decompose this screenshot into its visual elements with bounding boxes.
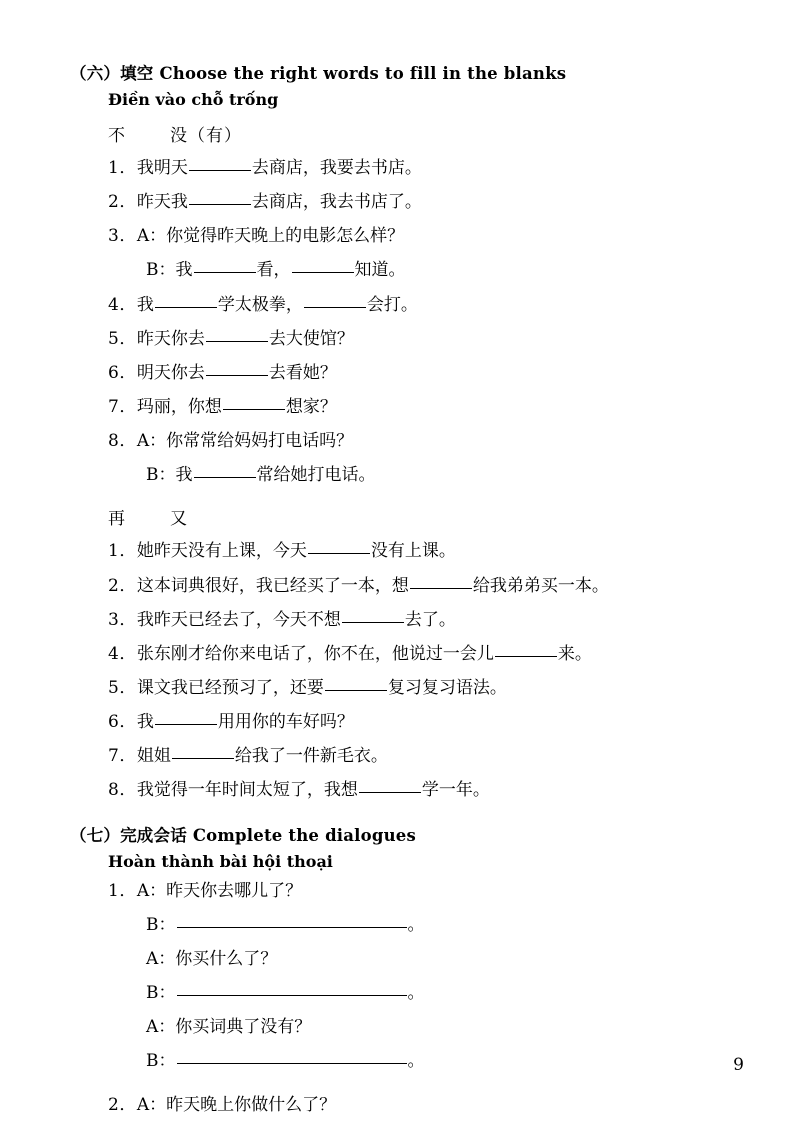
word-choice-row-1 xyxy=(70,121,730,146)
word-choice-meiyou: 没（有） xyxy=(170,126,242,146)
exercise-item xyxy=(70,220,730,253)
item-text-pre: 张东刚才给你来电话了，你不在，他说过一会儿 xyxy=(136,643,494,664)
section-seven-subheading: Hoàn thành bài hội thoại xyxy=(108,851,333,871)
fill-blank[interactable] xyxy=(359,792,421,793)
item-text-pre: 明天你去 xyxy=(136,362,205,383)
item-number: 3． xyxy=(108,609,137,630)
fill-blank[interactable] xyxy=(194,477,256,478)
fill-blank[interactable] xyxy=(495,656,557,657)
item-number: 6． xyxy=(108,712,137,733)
item-number: 4． xyxy=(108,643,137,664)
word-choice-zai: 再 xyxy=(108,509,126,530)
item-text-pre: 课文我已经预习了，还要 xyxy=(136,677,324,698)
dialogue-line xyxy=(70,943,730,976)
item-text-mid: 来。 xyxy=(557,643,592,664)
item-text-mid: 复习复习语法。 xyxy=(387,677,507,698)
fill-blank[interactable] xyxy=(410,588,472,589)
item-text-pre: 我明天 xyxy=(136,158,188,178)
item-number: 2． xyxy=(108,575,137,596)
item-text-pre: 我 xyxy=(136,712,154,733)
speaker-label: A： xyxy=(136,1095,167,1116)
item-number: 1． xyxy=(108,541,137,562)
item-number: 8． xyxy=(108,431,137,452)
item-text-pre: 我 xyxy=(136,294,154,315)
item-text-pre: 昨天你去 xyxy=(136,328,205,349)
item-text-mid: 去商店，我要去书店。 xyxy=(251,158,422,178)
fill-blank[interactable] xyxy=(172,758,234,759)
item-text-mid: 去了。 xyxy=(404,609,456,630)
dialogue-text: 昨天你去哪儿了？ xyxy=(166,880,303,901)
item-text-pre: B：我 xyxy=(146,465,193,486)
exercise-item xyxy=(70,186,730,219)
item-text-mid: 用用你的车好吗？ xyxy=(217,712,354,733)
dialogue-line xyxy=(70,1089,730,1122)
fill-blank[interactable] xyxy=(155,724,217,725)
item-text-pre: 我觉得一年时间太短了，我想 xyxy=(136,780,358,801)
speaker-label: A： xyxy=(136,880,167,901)
dialogue-text: 你买什么了？ xyxy=(175,948,278,969)
word-choice-you: 又 xyxy=(170,509,188,530)
exercise-item xyxy=(70,289,730,322)
fill-blank[interactable] xyxy=(223,409,285,410)
exercise-item xyxy=(70,706,730,739)
dialogue-line xyxy=(70,909,730,942)
fill-blank[interactable] xyxy=(304,307,366,308)
answer-blank[interactable] xyxy=(177,927,407,928)
exercise-item xyxy=(70,323,730,356)
item-text-pre: 姐姐 xyxy=(136,746,171,767)
exercise-item xyxy=(70,672,730,705)
answer-blank[interactable] xyxy=(177,1063,407,1064)
item-text-pre: 她昨天没有上课，今天 xyxy=(136,541,307,562)
exercise-item xyxy=(70,357,730,390)
exercise-item xyxy=(70,535,730,568)
item-number: 8． xyxy=(108,780,137,801)
fill-blank[interactable] xyxy=(342,622,404,623)
fill-blank[interactable] xyxy=(189,170,251,171)
exercise-item xyxy=(70,425,730,458)
fill-blank[interactable] xyxy=(308,553,370,554)
item-text-mid: 去看她？ xyxy=(268,362,337,383)
exercise-item xyxy=(70,570,730,603)
item-text-mid: 去商店，我去书店了。 xyxy=(251,192,422,213)
item-number: 1． xyxy=(108,158,137,178)
item-number: 1． xyxy=(108,880,137,901)
exercise-item xyxy=(70,391,730,424)
item-text-mid: 没有上课。 xyxy=(370,541,456,562)
item-number: 4． xyxy=(108,294,137,315)
fill-blank[interactable] xyxy=(194,272,256,273)
item-text-mid: 学太极拳， xyxy=(217,294,303,315)
section-six-subheading: Điền vào chỗ trống xyxy=(108,90,279,109)
word-choice-row-2 xyxy=(70,504,730,529)
fill-blank[interactable] xyxy=(189,204,251,205)
dialogue-text: 。 xyxy=(407,914,425,935)
item-text-mid: 给我了一件新毛衣。 xyxy=(234,746,388,767)
item-text-mid: 学一年。 xyxy=(421,780,490,801)
item-text-pre: B：我 xyxy=(146,260,193,281)
item-number: 6． xyxy=(108,362,137,383)
speaker-label: B： xyxy=(146,1051,176,1072)
item-number: 5． xyxy=(108,328,137,349)
dialogue-line xyxy=(70,977,730,1010)
dialogue-text: 昨天晚上你做什么了？ xyxy=(166,1095,337,1116)
exercise-item xyxy=(70,638,730,671)
speaker-label: A： xyxy=(146,1017,176,1038)
item-text-mid: 去大使馆？ xyxy=(268,328,354,349)
item-text-mid: 常给她打电话。 xyxy=(256,465,376,486)
exercise-item xyxy=(70,254,730,287)
item-text-post: 会打。 xyxy=(366,294,418,315)
dialogue-line xyxy=(70,1011,730,1044)
fill-blank[interactable] xyxy=(292,272,354,273)
speaker-label: B： xyxy=(146,982,176,1003)
item-text-pre: 玛丽，你想 xyxy=(136,396,222,417)
item-text-pre: A：你觉得昨天晚上的电影怎么样？ xyxy=(136,226,405,247)
fill-blank[interactable] xyxy=(206,341,268,342)
section-six xyxy=(70,60,730,808)
dialogue-line xyxy=(70,1045,730,1078)
item-number: 7． xyxy=(108,396,137,417)
speaker-label: A： xyxy=(146,948,176,969)
item-text-pre: A：你常常给妈妈打电话吗？ xyxy=(136,431,354,452)
exercise-item xyxy=(70,740,730,773)
item-text-pre: 我昨天已经去了，今天不想 xyxy=(136,609,341,630)
dialogue-text: 。 xyxy=(407,982,425,1003)
speaker-label: B： xyxy=(146,914,176,935)
dialogue-text: 。 xyxy=(407,1051,425,1072)
item-text-pre: 昨天我 xyxy=(136,192,188,213)
dialogue-text: 你买词典了没有？ xyxy=(175,1017,312,1038)
item-number: 2． xyxy=(108,1095,137,1116)
exercise-item xyxy=(70,459,730,492)
exercise-item xyxy=(70,604,730,637)
item-number: 7． xyxy=(108,746,137,767)
item-number: 5． xyxy=(108,677,137,698)
item-text-post: 知道。 xyxy=(354,260,406,281)
fill-blank[interactable] xyxy=(325,690,387,691)
item-number: 2． xyxy=(108,192,137,213)
fill-blank[interactable] xyxy=(155,307,217,308)
item-text-mid: 看， xyxy=(256,260,291,281)
item-text-mid: 给我弟弟买一本。 xyxy=(472,575,609,596)
section-six-heading: （六）填空 Choose the right words to fill in the blanks xyxy=(70,64,567,83)
exercise-item xyxy=(70,774,730,807)
section-seven-heading: （七）完成会话 Complete the dialogues xyxy=(70,825,416,845)
fill-blank[interactable] xyxy=(206,375,268,376)
item-text-pre: 这本词典很好，我已经买了一本，想 xyxy=(136,575,409,596)
word-choice-bu: 不 xyxy=(108,126,126,146)
dialogue-line xyxy=(70,875,730,908)
item-text-mid: 想家？ xyxy=(285,396,337,417)
exercise-item xyxy=(70,152,730,185)
item-number: 3． xyxy=(108,226,137,247)
section-seven xyxy=(70,822,730,1123)
answer-blank[interactable] xyxy=(177,995,407,996)
page-number: 9 xyxy=(733,1055,744,1075)
